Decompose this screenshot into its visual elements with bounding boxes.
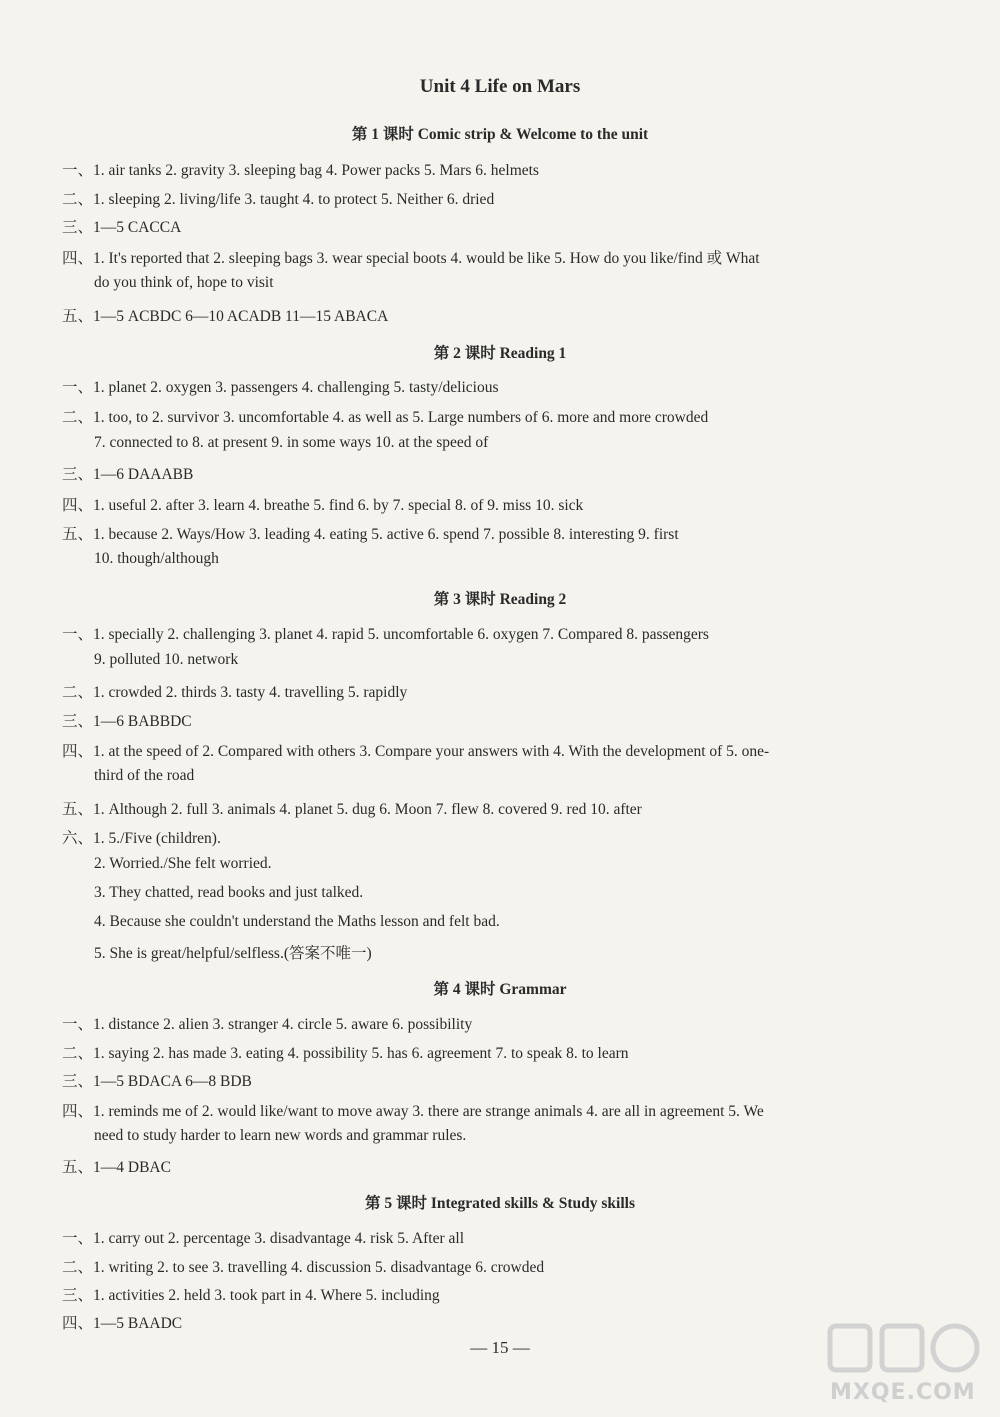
- answer-line: 五、1—5 ACBDC 6—10 ACADB 11—15 ABACA: [62, 308, 389, 325]
- answer-line: 二、1. crowded 2. thirds 3. tasty 4. travelling 5. rapidly: [62, 684, 408, 701]
- answer-line: 二、1. sleeping 2. living/life 3. taught 4. to protect 5. Neither 6. dried: [62, 191, 495, 208]
- answer-line: do you think of, hope to visit: [94, 274, 274, 291]
- answer-line: 三、1—6 BABBDC: [62, 713, 192, 730]
- answer-line: 9. polluted 10. network: [94, 651, 239, 668]
- section-heading-3: 第 3 课时 Reading 2: [433, 591, 567, 608]
- answer-line: 五、1—4 DBAC: [62, 1159, 171, 1176]
- answer-line: 一、1. carry out 2. percentage 3. disadvantage 4. risk 5. After all: [62, 1230, 465, 1247]
- answer-line: 7. connected to 8. at present 9. in some ways 10. at the speed of: [94, 434, 489, 451]
- answer-line: 四、1. It's reported that 2. sleeping bags 3. wear special boots 4. would be like 5. How do you like/find 或 What: [62, 250, 760, 267]
- answer-line: 10. though/although: [94, 550, 219, 567]
- answer-line: 三、1—5 CACCA: [62, 219, 182, 236]
- answer-line: 二、1. writing 2. to see 3. travelling 4. discussion 5. disadvantage 6. crowded: [62, 1259, 545, 1276]
- answer-line: 一、1. planet 2. oxygen 3. passengers 4. challenging 5. tasty/delicious: [62, 379, 499, 396]
- answer-line: 四、1. at the speed of 2. Compared with others 3. Compare your answers with 4. With the development of 5. one-: [62, 743, 770, 760]
- answer-line: 二、1. too, to 2. survivor 3. uncomfortable 4. as well as 5. Large numbers of 6. more and more crowded: [62, 409, 709, 426]
- answer-line: 一、1. distance 2. alien 3. stranger 4. circle 5. aware 6. possibility: [62, 1016, 473, 1033]
- section-heading-1: 第 1 课时 Comic strip & Welcome to the unit: [351, 126, 649, 143]
- answer-line: 4. Because she couldn't understand the Maths lesson and felt bad.: [94, 913, 500, 930]
- answer-line: 三、1—5 BDACA 6—8 BDB: [62, 1073, 252, 1090]
- answer-line: 一、1. specially 2. challenging 3. planet 4. rapid 5. uncomfortable 6. oxygen 7. Compared 8. passengers: [62, 626, 709, 643]
- answer-line: 2. Worried./She felt worried.: [94, 855, 272, 872]
- answer-line: third of the road: [94, 767, 195, 784]
- answer-line: 三、1. activities 2. held 3. took part in 4. Where 5. including: [62, 1287, 440, 1304]
- answer-line: 五、1. Although 2. full 3. animals 4. planet 5. dug 6. Moon 7. flew 8. covered 9. red 10. after: [62, 801, 642, 818]
- answer-line: need to study harder to learn new words and grammar rules.: [94, 1127, 467, 1144]
- unit-title: Unit 4 Life on Mars: [419, 76, 581, 97]
- answer-line: 六、1. 5./Five (children).: [62, 830, 221, 847]
- page-number: — 15 —: [470, 1338, 530, 1357]
- section-heading-4: 第 4 课时 Grammar: [433, 981, 567, 998]
- section-heading-5: 第 5 课时 Integrated skills & Study skills: [364, 1195, 635, 1212]
- answer-line: 四、1. useful 2. after 3. learn 4. breathe 5. find 6. by 7. special 8. of 9. miss 10. sick: [62, 497, 584, 514]
- answer-line: 五、1. because 2. Ways/How 3. leading 4. eating 5. active 6. spend 7. possible 8. interesting 9. first: [62, 526, 679, 543]
- section-heading-2: 第 2 课时 Reading 1: [433, 345, 567, 362]
- watermark-text: MXQE.COM: [830, 1380, 976, 1405]
- answer-line: 四、1—5 BAADC: [62, 1315, 183, 1332]
- answer-line: 二、1. saying 2. has made 3. eating 4. possibility 5. has 6. agreement 7. to speak 8. to learn: [62, 1045, 629, 1062]
- answer-line: 一、1. air tanks 2. gravity 3. sleeping bag 4. Power packs 5. Mars 6. helmets: [62, 162, 539, 179]
- answer-line: 5. She is great/helpful/selfless.(答案不唯一): [94, 945, 372, 962]
- answer-line: 3. They chatted, read books and just talked.: [94, 884, 364, 901]
- answer-line: 四、1. reminds me of 2. would like/want to move away 3. there are strange animals 4. are all in agreement 5. We: [62, 1103, 764, 1120]
- answer-line: 三、1—6 DAAABB: [62, 466, 194, 483]
